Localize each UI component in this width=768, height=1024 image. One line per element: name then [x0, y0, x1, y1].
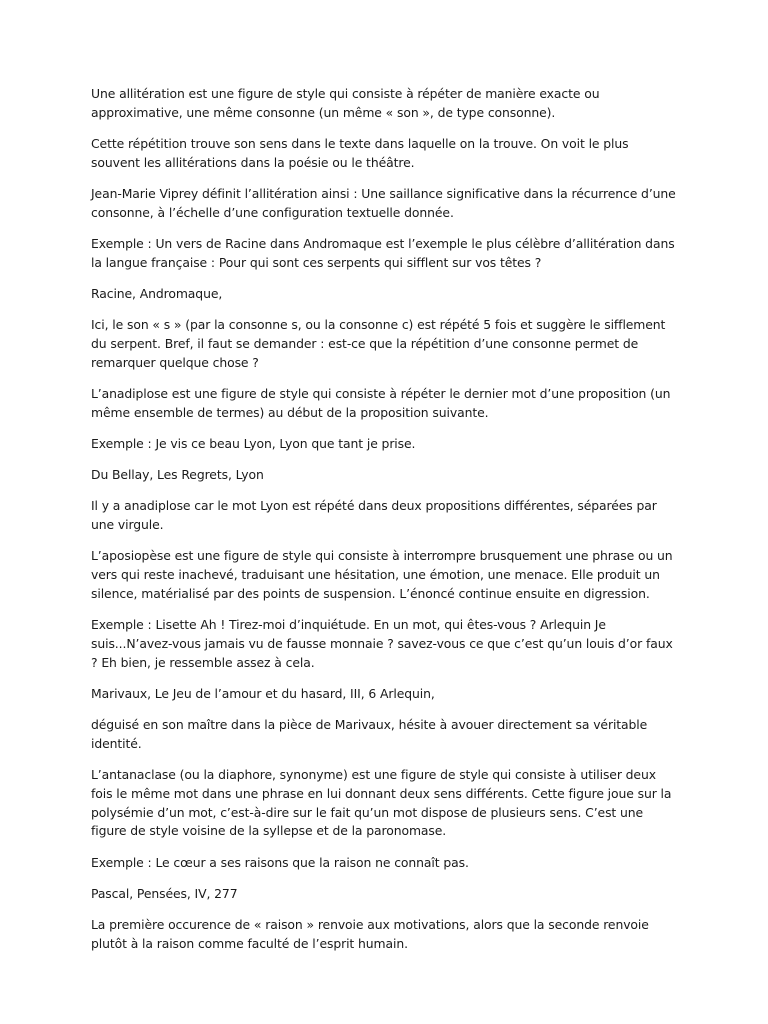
paragraph-analyse-son-s: Ici, le son « s » (par la consonne s, ou la consonne c) est répété 5 fois et suggère le sifflement du serpent. Bref, il faut se demander : est-ce que la répétition d’une consonne permet de remarquer quelque chose ?: [91, 317, 666, 370]
paragraph-exemple-racine: Exemple : Un vers de Racine dans Andromaque est l’exemple le plus célèbre d’allitération dans la langue française : Pour qui sont ces serpents qui sifflent sur vos têtes ?: [91, 235, 675, 270]
paragraph-analyse-raison: La première occurence de « raison » renvoie aux motivations, alors que la seconde renvoie plutôt à la raison comme faculté de l’esprit humain.: [91, 916, 649, 951]
paragraph-source-pascal: Pascal, Pensées, IV, 277: [91, 885, 238, 901]
paragraph-source-marivaux: Marivaux, Le Jeu de l’amour et du hasard, III, 6 Arlequin,: [91, 685, 435, 701]
paragraph-anadiplose-definition: L’anadiplose est une figure de style qui consiste à répéter le dernier mot d’une proposition (un même ensemble de termes) au début de la proposition suivante.: [91, 385, 671, 420]
paragraph-allitération-definition: Une allitération est une figure de style qui consiste à répéter de manière exacte ou approximative, une même consonne (un même « son », de type consonne).: [91, 86, 600, 120]
document-page: [91, 85, 681, 966]
paragraph-antanaclase-definition: L’antanaclase (ou la diaphore, synonyme) est une figure de style qui consiste à utiliser deux fois le même mot dans une phrase en lui donnant deux sens différents. Cette figure joue sur la polysémie d’un mot, c’est-à-dire sur le fait qu’un mot dispose de plusieurs sens. C’est une figure de style voisine de la syllepse et de la paronomase.: [91, 766, 672, 839]
paragraph-source-racine: Racine, Andromaque,: [91, 285, 223, 301]
paragraph-source-du-bellay: Du Bellay, Les Regrets, Lyon: [91, 467, 264, 483]
paragraph-viprey: Jean-Marie Viprey définit l’allitération ainsi : Une saillance significative dans la récurrence d’une consonne, à l’échelle d’une configuration textuelle donnée.: [91, 185, 676, 220]
paragraph-aposiopese-definition: L’aposiopèse est une figure de style qui consiste à interrompre brusquement une phrase ou un vers qui reste inachevé, traduisant une hésitation, une émotion, une menace. Elle produit un silence, matérialisé par des points de suspension. L’énoncé continue ensuite en digression.: [91, 548, 673, 601]
paragraph-repetition-sens: Cette répétition trouve son sens dans le texte dans laquelle on la trouve. On voit le plus souvent les allitérations dans la poésie ou le théâtre.: [91, 135, 629, 170]
paragraph-exemple-lyon: Exemple : Je vis ce beau Lyon, Lyon que tant je prise.: [91, 435, 416, 451]
paragraph-analyse-arlequin: déguisé en son maître dans la pièce de Marivaux, hésite à avouer directement sa véritable identité.: [91, 717, 648, 751]
paragraph-exemple-pascal: Exemple : Le cœur a ses raisons que la raison ne connaît pas.: [91, 854, 469, 870]
paragraph-analyse-anadiplose: Il y a anadiplose car le mot Lyon est répété dans deux propositions différentes, séparées par une virgule.: [91, 498, 657, 533]
paragraph-exemple-lisette: Exemple : Lisette Ah ! Tirez-moi d’inquiétude. En un mot, qui êtes-vous ? Arlequin Je suis...N’avez-vous jamais vu de fausse monnaie ? savez-vous ce que c’est qu’un louis d’or faux ? Eh bien, je ressemble assez à cela.: [91, 617, 673, 670]
